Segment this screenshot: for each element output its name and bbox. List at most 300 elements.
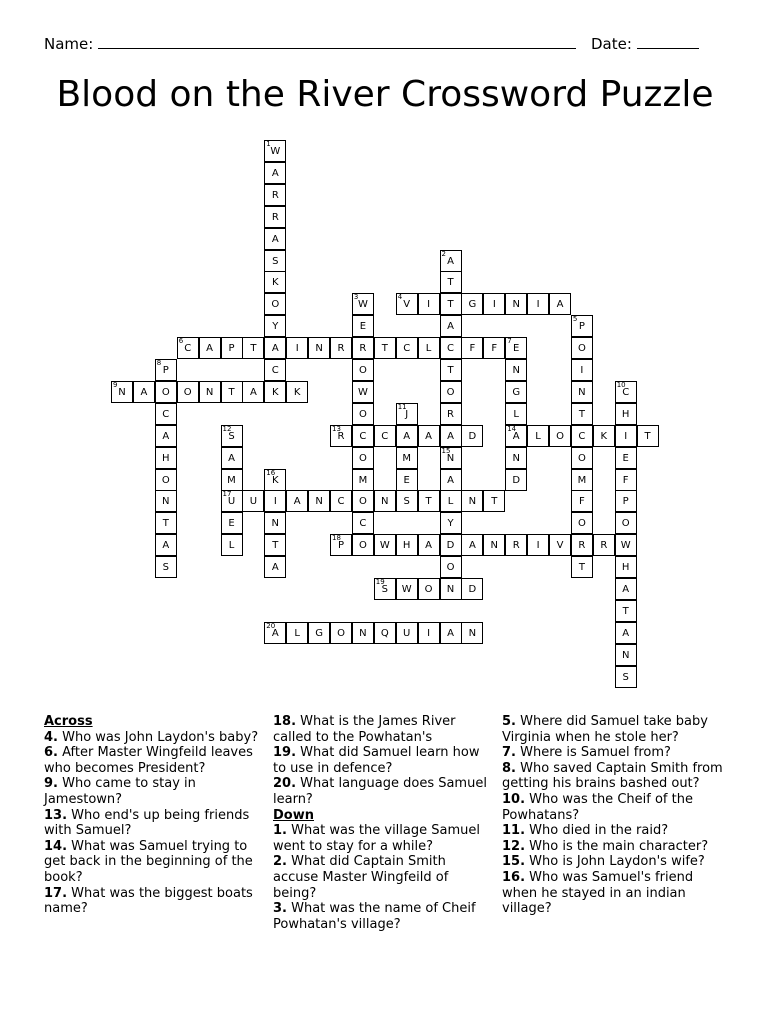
cell-letter: O bbox=[358, 452, 367, 464]
cell-letter: I bbox=[624, 430, 628, 442]
crossword-cell[interactable] bbox=[264, 315, 286, 337]
clue-number: 14. bbox=[44, 838, 68, 854]
cell-letter: O bbox=[358, 408, 367, 420]
clue-number: 5. bbox=[502, 714, 516, 729]
crossword-cell[interactable] bbox=[242, 381, 264, 403]
clue-text: Who was the Cheif of the Powhatans? bbox=[502, 791, 693, 823]
crossword-cell[interactable] bbox=[615, 469, 637, 491]
cell-letter: N bbox=[271, 518, 280, 530]
crossword-cell[interactable] bbox=[396, 622, 418, 644]
clue-number: 16 bbox=[266, 468, 276, 477]
clue-number: 8 bbox=[156, 359, 162, 367]
cell-letter: H bbox=[402, 540, 411, 552]
crossword-cell[interactable] bbox=[221, 469, 243, 491]
cell-letter: D bbox=[468, 430, 477, 442]
crossword-cell[interactable] bbox=[396, 425, 418, 447]
cell-letter: S bbox=[381, 584, 388, 595]
cell-letter: P bbox=[228, 343, 235, 355]
crossword-cell[interactable] bbox=[615, 666, 637, 688]
crossword-cell[interactable] bbox=[440, 447, 462, 469]
cell-letter: M bbox=[402, 452, 411, 464]
crossword-cell[interactable] bbox=[374, 534, 396, 556]
cell-letter: A bbox=[271, 233, 279, 245]
crossword-cell[interactable] bbox=[440, 578, 462, 600]
crossword-cell[interactable] bbox=[155, 447, 177, 469]
crossword-cell[interactable] bbox=[264, 337, 286, 359]
crossword-cell[interactable] bbox=[221, 381, 243, 403]
cell-letter: O bbox=[577, 343, 586, 355]
crossword-cell[interactable] bbox=[418, 578, 440, 600]
clue-text: Who is John Laydon's wife? bbox=[525, 854, 705, 870]
cell-letter: H bbox=[621, 562, 630, 574]
crossword-cell[interactable] bbox=[352, 425, 374, 447]
crossword-cell[interactable] bbox=[352, 403, 374, 425]
crossword-cell[interactable] bbox=[593, 534, 615, 556]
cell-letter: C bbox=[403, 343, 411, 355]
crossword-cell[interactable] bbox=[221, 512, 243, 534]
crossword-cell[interactable] bbox=[155, 490, 177, 512]
cell-letter: N bbox=[490, 540, 499, 552]
crossword-cell[interactable] bbox=[308, 622, 330, 644]
clue-text: Who end's up being friends with Samuel? bbox=[44, 807, 250, 839]
crossword-cell[interactable] bbox=[396, 578, 418, 600]
crossword-cell[interactable] bbox=[155, 556, 177, 578]
clue-number: 19 bbox=[375, 578, 385, 586]
clue-text: What was the biggest boats name? bbox=[44, 885, 253, 917]
clue-number: 15. bbox=[502, 854, 526, 870]
clue-number: 6 bbox=[178, 337, 184, 346]
crossword-cell[interactable] bbox=[221, 425, 243, 447]
crossword-cell[interactable] bbox=[264, 206, 286, 228]
cell-letter: A bbox=[447, 321, 454, 333]
crossword-cell[interactable] bbox=[461, 337, 483, 359]
crossword-cell[interactable] bbox=[440, 622, 462, 644]
crossword-cell[interactable] bbox=[418, 622, 440, 644]
crossword-cell[interactable] bbox=[264, 534, 286, 556]
crossword-cell[interactable] bbox=[221, 534, 243, 556]
crossword-cell[interactable] bbox=[615, 512, 637, 534]
cell-letter: N bbox=[446, 452, 455, 464]
crossword-cell[interactable] bbox=[461, 622, 483, 644]
crossword-cell[interactable] bbox=[505, 447, 527, 469]
crossword-cell[interactable] bbox=[615, 644, 637, 666]
crossword-cell[interactable] bbox=[571, 447, 593, 469]
crossword-cell[interactable] bbox=[374, 337, 396, 359]
crossword-cell[interactable] bbox=[352, 337, 374, 359]
crossword-cell[interactable] bbox=[440, 469, 462, 491]
crossword-cell[interactable] bbox=[264, 140, 286, 162]
crossword-cell[interactable] bbox=[352, 315, 374, 337]
cell-letter: A bbox=[249, 386, 257, 398]
crossword-cell[interactable] bbox=[330, 337, 352, 359]
cell-letter: N bbox=[359, 627, 367, 639]
crossword-cell[interactable] bbox=[440, 337, 462, 359]
crossword-cell[interactable] bbox=[615, 600, 637, 622]
clue-number: 3. bbox=[273, 901, 287, 917]
crossword-cell[interactable] bbox=[264, 228, 286, 250]
crossword-cell[interactable] bbox=[505, 469, 527, 491]
cell-letter: Q bbox=[380, 627, 389, 639]
crossword-cell[interactable] bbox=[374, 490, 396, 512]
cell-letter: F bbox=[491, 343, 498, 355]
crossword-cell[interactable] bbox=[396, 534, 418, 556]
crossword-cell[interactable] bbox=[264, 162, 286, 184]
down-heading: Down bbox=[273, 807, 314, 823]
crossword-cell[interactable] bbox=[505, 381, 527, 403]
crossword-cell[interactable] bbox=[440, 250, 462, 272]
crossword-cell[interactable] bbox=[461, 578, 483, 600]
cell-letter: K bbox=[272, 386, 279, 398]
crossword-cell[interactable] bbox=[264, 512, 286, 534]
crossword-cell[interactable] bbox=[637, 425, 659, 447]
clue-number: 2. bbox=[273, 854, 287, 870]
crossword-cell[interactable] bbox=[133, 381, 155, 403]
clue-number: 20. bbox=[273, 776, 297, 792]
cell-letter: O bbox=[358, 365, 367, 376]
cell-letter: S bbox=[162, 562, 169, 574]
cell-letter: R bbox=[271, 189, 279, 201]
crossword-cell[interactable] bbox=[615, 578, 637, 600]
cell-letter: K bbox=[600, 430, 608, 442]
clue-item bbox=[273, 854, 493, 901]
crossword-cell[interactable] bbox=[461, 534, 483, 556]
crossword-cell[interactable] bbox=[155, 534, 177, 556]
crossword-cell[interactable] bbox=[264, 359, 286, 381]
clue-number: 18 bbox=[332, 534, 341, 543]
crossword-cell[interactable] bbox=[549, 293, 571, 315]
crossword-cell[interactable] bbox=[221, 447, 243, 469]
crossword-cell[interactable] bbox=[264, 490, 286, 512]
cell-letter: C bbox=[359, 518, 367, 530]
crossword-cell[interactable] bbox=[199, 381, 221, 403]
crossword-cell[interactable] bbox=[242, 337, 264, 359]
cell-letter: L bbox=[294, 627, 300, 639]
clue-text: Who is the main character? bbox=[525, 838, 709, 854]
crossword-cell[interactable] bbox=[352, 447, 374, 469]
cell-letter: A bbox=[271, 562, 279, 574]
cell-letter: S bbox=[622, 671, 629, 683]
crossword-cell[interactable] bbox=[177, 337, 199, 359]
crossword-cell[interactable] bbox=[396, 293, 418, 315]
crossword-cell[interactable] bbox=[440, 534, 462, 556]
cell-letter: E bbox=[403, 474, 410, 486]
cell-letter: S bbox=[403, 496, 410, 508]
crossword-cell[interactable] bbox=[264, 184, 286, 206]
crossword-cell[interactable] bbox=[396, 447, 418, 469]
crossword-cell[interactable] bbox=[615, 556, 637, 578]
cell-letter: E bbox=[228, 518, 235, 530]
cell-letter: L bbox=[513, 408, 519, 420]
crossword-cell[interactable] bbox=[615, 447, 637, 469]
crossword-cell[interactable] bbox=[440, 556, 462, 578]
cell-letter: N bbox=[621, 649, 630, 661]
cell-letter: S bbox=[228, 430, 235, 442]
crossword-cell[interactable] bbox=[527, 293, 549, 315]
cell-letter: H bbox=[621, 408, 630, 420]
crossword-cell[interactable] bbox=[396, 469, 418, 491]
crossword-cell[interactable] bbox=[330, 622, 352, 644]
cell-letter: N bbox=[118, 386, 126, 398]
cell-letter: G bbox=[468, 299, 477, 311]
cell-letter: I bbox=[536, 299, 540, 311]
cell-letter: K bbox=[272, 277, 279, 289]
cell-letter: D bbox=[468, 584, 477, 595]
crossword-cell[interactable] bbox=[374, 622, 396, 644]
crossword-cell[interactable] bbox=[264, 250, 286, 272]
clue-number: 12 bbox=[222, 424, 232, 433]
crossword-cell[interactable] bbox=[440, 512, 462, 534]
crossword-cell[interactable] bbox=[440, 315, 462, 337]
clue-number: 4 bbox=[397, 293, 403, 302]
clue-text: Who came to stay in Jamestown? bbox=[44, 776, 196, 807]
cell-letter: R bbox=[337, 343, 345, 355]
crossword-cell[interactable] bbox=[155, 425, 177, 447]
crossword-cell[interactable] bbox=[571, 425, 593, 447]
cell-letter: O bbox=[358, 496, 367, 508]
crossword-cell[interactable] bbox=[461, 425, 483, 447]
clue-number: 13 bbox=[332, 424, 341, 433]
clue-text: Who died in the raid? bbox=[525, 823, 669, 839]
cell-letter: I bbox=[295, 343, 299, 355]
crossword-cell[interactable] bbox=[571, 490, 593, 512]
crossword-cell[interactable] bbox=[505, 337, 527, 359]
crossword-cell[interactable] bbox=[352, 490, 374, 512]
crossword-cell[interactable] bbox=[483, 490, 505, 512]
crossword-cell[interactable] bbox=[264, 622, 286, 644]
crossword-cell[interactable] bbox=[440, 403, 462, 425]
clue-item bbox=[273, 714, 493, 745]
crossword-cell[interactable] bbox=[396, 490, 418, 512]
clue-text: What was the name of Cheif Powhatan's village? bbox=[273, 901, 476, 932]
cell-letter: C bbox=[337, 496, 345, 508]
crossword-cell[interactable] bbox=[571, 556, 593, 578]
cell-letter: T bbox=[447, 299, 454, 311]
crossword-cell[interactable] bbox=[221, 337, 243, 359]
crossword-cell[interactable] bbox=[264, 556, 286, 578]
crossword-cell[interactable] bbox=[418, 293, 440, 315]
clue-text: Where is Samuel from? bbox=[515, 745, 671, 761]
crossword-cell[interactable] bbox=[615, 425, 637, 447]
crossword-cell[interactable] bbox=[615, 622, 637, 644]
crossword-cell[interactable] bbox=[396, 403, 418, 425]
cell-letter: W bbox=[620, 540, 631, 552]
crossword-cell[interactable] bbox=[286, 490, 308, 512]
crossword-cell[interactable] bbox=[418, 490, 440, 512]
page-title: Blood on the River Crossword Puzzle bbox=[56, 74, 714, 115]
crossword-cell[interactable] bbox=[571, 315, 593, 337]
clue-item bbox=[502, 870, 724, 917]
crossword-cell[interactable] bbox=[286, 337, 308, 359]
crossword-cell[interactable] bbox=[352, 622, 374, 644]
cell-letter: I bbox=[536, 540, 540, 552]
cell-letter: K bbox=[272, 474, 279, 486]
crossword-cell[interactable] bbox=[264, 293, 286, 315]
crossword-cell[interactable] bbox=[505, 293, 527, 315]
cell-letter: R bbox=[600, 540, 608, 552]
cell-letter: D bbox=[446, 540, 455, 552]
crossword-cell[interactable] bbox=[352, 469, 374, 491]
crossword-cell[interactable] bbox=[571, 534, 593, 556]
crossword-cell[interactable] bbox=[440, 271, 462, 293]
crossword-cell[interactable] bbox=[571, 359, 593, 381]
crossword-cell[interactable] bbox=[330, 425, 352, 447]
cell-letter: N bbox=[512, 299, 520, 311]
crossword-cell[interactable] bbox=[615, 490, 637, 512]
cell-letter: A bbox=[447, 474, 454, 486]
crossword-cell[interactable] bbox=[352, 293, 374, 315]
crossword-cell[interactable] bbox=[308, 490, 330, 512]
crossword-cell[interactable] bbox=[483, 293, 505, 315]
crossword-cell[interactable] bbox=[483, 534, 505, 556]
clue-number: 4. bbox=[44, 729, 58, 745]
crossword-cell[interactable] bbox=[286, 381, 308, 403]
crossword-cell[interactable] bbox=[308, 337, 330, 359]
clue-item bbox=[44, 839, 262, 886]
crossword-cell[interactable] bbox=[571, 512, 593, 534]
crossword-cell[interactable] bbox=[396, 337, 418, 359]
cell-letter: O bbox=[183, 386, 192, 398]
cell-letter: A bbox=[556, 299, 564, 311]
clue-number: 15 bbox=[441, 446, 451, 455]
cell-letter: O bbox=[161, 474, 170, 486]
crossword-cell[interactable] bbox=[505, 425, 527, 447]
crossword-cell[interactable] bbox=[461, 293, 483, 315]
crossword-cell[interactable] bbox=[264, 271, 286, 293]
crossword-cell[interactable] bbox=[527, 425, 549, 447]
cell-letter: T bbox=[622, 605, 629, 617]
clue-item bbox=[44, 776, 262, 807]
cell-letter: O bbox=[358, 540, 367, 552]
crossword-cell[interactable] bbox=[418, 425, 440, 447]
cell-letter: A bbox=[403, 430, 411, 442]
crossword-cell[interactable] bbox=[177, 381, 199, 403]
cell-letter: A bbox=[271, 167, 279, 179]
crossword-cell[interactable] bbox=[571, 381, 593, 403]
clue-item bbox=[44, 745, 262, 776]
crossword-cell[interactable] bbox=[571, 469, 593, 491]
crossword-cell[interactable] bbox=[242, 490, 264, 512]
crossword-cell[interactable] bbox=[374, 578, 396, 600]
crossword-cell[interactable] bbox=[440, 425, 462, 447]
cell-letter: A bbox=[271, 343, 279, 355]
crossword-cell[interactable] bbox=[199, 337, 221, 359]
crossword-cell[interactable] bbox=[352, 381, 374, 403]
cell-letter: N bbox=[468, 496, 477, 508]
crossword-cell[interactable] bbox=[571, 337, 593, 359]
crossword-cell[interactable] bbox=[440, 490, 462, 512]
crossword-cell[interactable] bbox=[155, 512, 177, 534]
cell-letter: N bbox=[446, 584, 455, 595]
crossword-cell[interactable] bbox=[155, 469, 177, 491]
crossword-cell[interactable] bbox=[593, 425, 615, 447]
cell-letter: T bbox=[578, 562, 585, 574]
name-label: Name: bbox=[44, 35, 94, 53]
crossword-cell[interactable] bbox=[111, 381, 133, 403]
cell-letter: P bbox=[337, 540, 345, 552]
cell-letter: O bbox=[577, 452, 586, 464]
clue-text: Who was Samuel's friend when he stayed in an indian village? bbox=[502, 869, 694, 917]
cell-letter: Y bbox=[272, 321, 279, 333]
crossword-cell[interactable] bbox=[483, 337, 505, 359]
crossword-cell[interactable] bbox=[155, 403, 177, 425]
cell-letter: R bbox=[578, 540, 586, 552]
cell-letter: I bbox=[427, 299, 431, 311]
cell-letter: P bbox=[578, 321, 585, 333]
cell-letter: T bbox=[250, 343, 257, 355]
cell-letter: A bbox=[293, 496, 301, 508]
crossword-cell[interactable] bbox=[418, 337, 440, 359]
cell-letter: W bbox=[270, 146, 281, 157]
cell-letter: J bbox=[405, 408, 409, 420]
crossword-cell[interactable] bbox=[615, 403, 637, 425]
crossword-cell[interactable] bbox=[264, 469, 286, 491]
cell-letter: M bbox=[227, 474, 236, 486]
cell-letter: O bbox=[446, 562, 455, 574]
clue-number: 3 bbox=[353, 293, 359, 302]
clue-number: 20 bbox=[266, 621, 276, 630]
cell-letter: A bbox=[271, 627, 279, 639]
clue-number: 1. bbox=[273, 823, 287, 839]
clue-item bbox=[502, 714, 724, 745]
crossword-cell[interactable] bbox=[352, 512, 374, 534]
crossword-cell[interactable] bbox=[615, 381, 637, 403]
crossword-cell[interactable] bbox=[418, 534, 440, 556]
clue-item bbox=[273, 823, 493, 854]
crossword-cell[interactable] bbox=[352, 359, 374, 381]
crossword-cell[interactable] bbox=[374, 425, 396, 447]
clue-number: 19. bbox=[273, 745, 297, 761]
cell-letter: O bbox=[621, 518, 630, 530]
crossword-cell[interactable] bbox=[264, 381, 286, 403]
cell-letter: T bbox=[578, 408, 585, 420]
crossword-cell[interactable] bbox=[155, 381, 177, 403]
crossword-cell[interactable] bbox=[286, 622, 308, 644]
cell-letter: U bbox=[249, 496, 258, 508]
crossword-cell[interactable] bbox=[571, 403, 593, 425]
cell-letter: A bbox=[162, 430, 170, 442]
crossword-cell[interactable] bbox=[352, 534, 374, 556]
crossword-cell[interactable] bbox=[505, 359, 527, 381]
crossword-cell[interactable] bbox=[549, 534, 571, 556]
date-label: Date: bbox=[591, 35, 632, 53]
crossword-cell[interactable] bbox=[505, 403, 527, 425]
cell-letter: E bbox=[359, 321, 367, 333]
cell-letter: T bbox=[381, 343, 388, 355]
clue-item bbox=[502, 854, 724, 870]
clue-number: 17. bbox=[44, 885, 68, 901]
crossword-cell[interactable] bbox=[549, 425, 571, 447]
crossword-cell[interactable] bbox=[527, 534, 549, 556]
crossword-cell[interactable] bbox=[505, 534, 527, 556]
cell-letter: F bbox=[579, 496, 585, 508]
crossword-cell[interactable] bbox=[615, 534, 637, 556]
crossword-cell[interactable] bbox=[155, 359, 177, 381]
crossword-cell[interactable] bbox=[440, 293, 462, 315]
cell-letter: E bbox=[622, 452, 629, 464]
crossword-cell[interactable] bbox=[440, 359, 462, 381]
crossword-cell[interactable] bbox=[330, 490, 352, 512]
crossword-cell[interactable] bbox=[461, 490, 483, 512]
clue-item bbox=[502, 839, 724, 855]
crossword-cell[interactable] bbox=[330, 534, 352, 556]
cell-letter: O bbox=[556, 430, 564, 442]
clue-text: Who saved Captain Smith from getting his brains bashed out? bbox=[502, 760, 723, 792]
crossword-cell[interactable] bbox=[221, 490, 243, 512]
cell-letter: R bbox=[337, 430, 345, 442]
cell-letter: C bbox=[271, 365, 279, 376]
cell-letter: T bbox=[272, 540, 279, 552]
crossword-cell[interactable] bbox=[440, 381, 462, 403]
